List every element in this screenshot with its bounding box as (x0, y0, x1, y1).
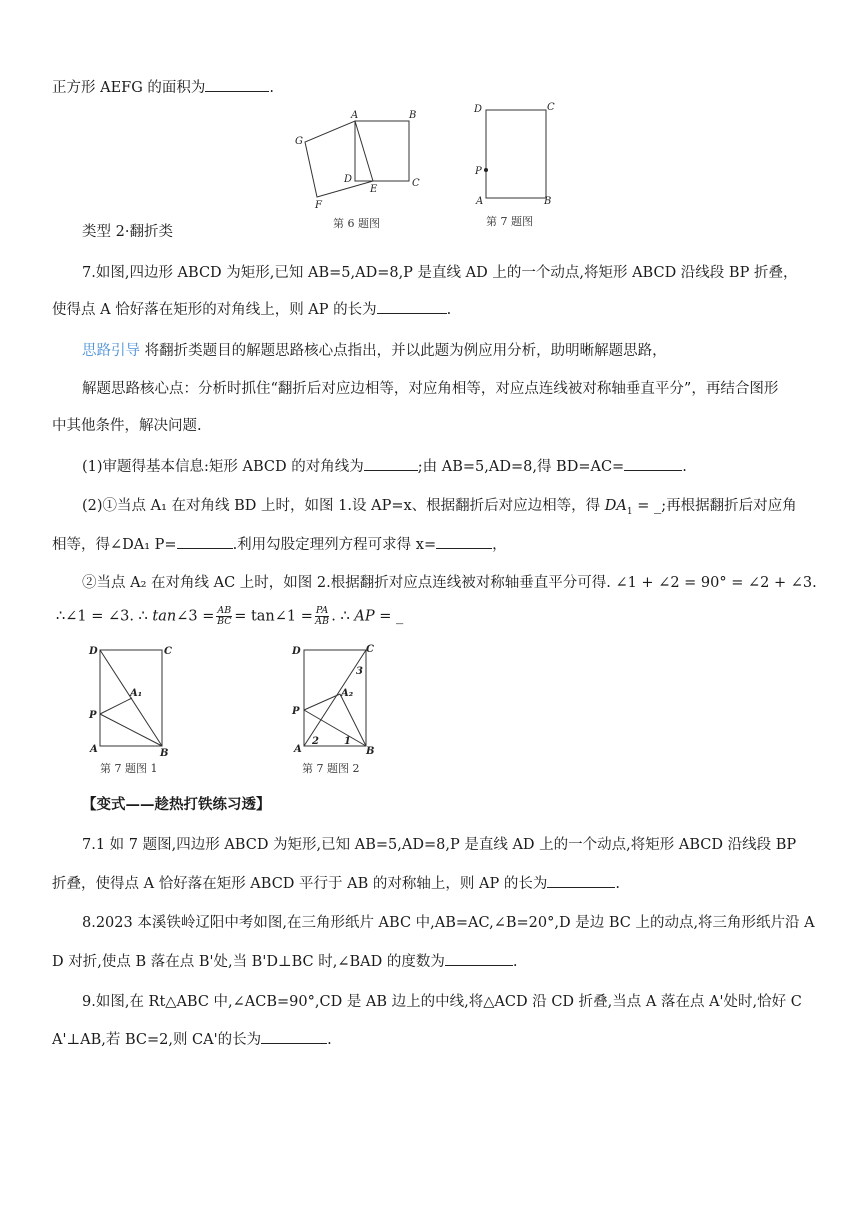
figure-6 (285, 104, 435, 238)
fig7-1-label-p: P (89, 710, 97, 721)
fig6-label-g: G (295, 136, 303, 147)
fig7-1-caption: 第 7 题图 1 (100, 762, 158, 775)
fig6-label-a: A (351, 110, 359, 121)
fig6-label-c: C (412, 178, 420, 189)
fig6-label-b: B (409, 110, 417, 121)
variant-title: 【变式——趁热打铁练习透】 (82, 796, 271, 813)
fig7-1-label-a1: A₁ (130, 688, 143, 699)
fig7-2-label-p: P (292, 706, 300, 717)
figure-7 (470, 96, 570, 238)
q7-line2: 使得点 A 恰好落在矩形的对角线上，则 AP 的长为 . (52, 298, 451, 319)
hint-core2: 中其他条件，解决问题. (52, 418, 202, 434)
answer-blank (624, 456, 682, 471)
fig7-1-label-d: D (89, 646, 98, 657)
fig7-2-label-a: A (294, 744, 302, 755)
q8-line1: 8.2023 本溪铁岭辽阳中考如图,在三角形纸片 ABC 中,AB=AC,∠B=20°,D 是边 BC 上的动点,将三角形纸片沿 A (82, 915, 815, 931)
q9-line1: 9.如图,在 Rt△ABC 中,∠ACB=90°,CD 是 AB 边上的中线,将△ACD 沿 CD 折叠,当点 A 落在点 A'处时,恰好 C (82, 994, 802, 1010)
fraction-pa-ab: $\frac{PA}{AB}$ (315, 605, 330, 627)
figure-7-2 (286, 640, 406, 784)
fig7-2-label-1: 1 (344, 736, 351, 747)
hint-label: 思路引导 (82, 343, 140, 359)
answer-blank (364, 456, 418, 471)
fig7-1-label-b: B (160, 748, 169, 759)
fig7-label-c: C (547, 102, 555, 113)
answer-blank (445, 951, 513, 966)
q7-line1: 7.如图,四边形 ABCD 为矩形,已知 AB=5,AD=8,P 是直线 AD 上的一个动点,将矩形 ABCD 沿线段 BP 折叠， (82, 265, 798, 281)
fig7-label-b: B (544, 196, 552, 207)
fig7-2-label-c: C (366, 644, 374, 655)
fig7-label-a: A (476, 196, 484, 207)
q8-line2: D 对折,使点 B 落在点 B'处,当 B'D⊥BC 时,∠BAD 的度数为 . (52, 950, 517, 971)
fig7-2-label-d: D (292, 646, 301, 657)
fig7-2-label-3: 3 (356, 666, 363, 677)
fig7-1-label-c: C (164, 646, 172, 657)
hint-core1: 解题思路核心点：分析时抓住“翻折后对应边相等，对应角相等，对应点连线被对称轴垂直平分”，再结合图形 (82, 381, 779, 397)
q7-1-line1: 7.1 如 7 题图,四边形 ABCD 为矩形,已知 AB=5,AD=8,P 是直线 AD 上的一个动点,将矩形 ABCD 沿线段 BP (82, 837, 797, 853)
answer-blank (377, 299, 447, 314)
fig7-2-label-a2: A₂ (341, 688, 354, 699)
hint-text: 将翻折类题目的解题思路核心点指出，并以此题为例应用分析，助明晰解题思路， (144, 343, 667, 359)
fig6-label-f: F (315, 200, 322, 211)
fig7-2-label-2: 2 (312, 736, 319, 747)
fig7-2-label-b: B (366, 746, 375, 757)
fig7-2-caption: 第 7 题图 2 (302, 762, 360, 775)
fig6-label-e: E (370, 184, 378, 195)
answer-blank (547, 873, 615, 888)
intro-line: 正方形 AEFG 的面积为 . (52, 76, 274, 97)
fig6-caption: 第 6 题图 (333, 217, 380, 230)
step3-line1: ②当点 A₂ 在对角线 AC 上时，如图 2.根据翻折对应点连线被对称轴垂直平分可得. ∠1 + ∠2 = 90° = ∠2 + ∠3. (82, 575, 817, 591)
fig7-label-d: D (474, 104, 483, 115)
fraction-ab-bc: $\frac{AB}{BC}$ (217, 605, 232, 627)
q9-line2: A'⊥AB,若 BC=2,则 CA'的长为 . (52, 1028, 332, 1049)
fig7-caption: 第 7 题图 (486, 215, 533, 228)
hint-line (82, 339, 667, 360)
step1-line: (1)审题得基本信息:矩形 ABCD 的对角线为 ;由 AB=5,AD=8,得 BD=AC= . (82, 455, 687, 476)
step2-line2: 相等，得∠DA₁ P= .利用勾股定理列方程可求得 x= ， (52, 533, 507, 554)
fig6-label-d: D (344, 174, 353, 185)
answer-blank (177, 534, 233, 549)
answer-blank (436, 534, 492, 549)
fig7-label-p: P (475, 166, 482, 177)
fig7-1-label-a: A (90, 744, 98, 755)
step3-line2: ∴∠1 = ∠3. ∴ tan∠3 = $\frac{AB}{BC}$ = tan∠1 = $\frac{PA}{AB}$ . ∴ AP = _ (56, 605, 404, 627)
answer-blank (205, 77, 269, 92)
section-title: 类型 2·翻折类 (82, 224, 173, 240)
step2-line1: (2)①当点 A₁ 在对角线 BD 上时，如图 1.设 AP=x、根据翻折后对应边相等，得 $DA_1$ = _;再根据翻折后对应角 (82, 498, 797, 517)
q7-1-line2: 折叠，使得点 A 恰好落在矩形 ABCD 平行于 AB 的对称轴上，则 AP 的长为 . (52, 872, 620, 893)
figure-7-1 (84, 640, 264, 784)
answer-blank (261, 1029, 327, 1044)
